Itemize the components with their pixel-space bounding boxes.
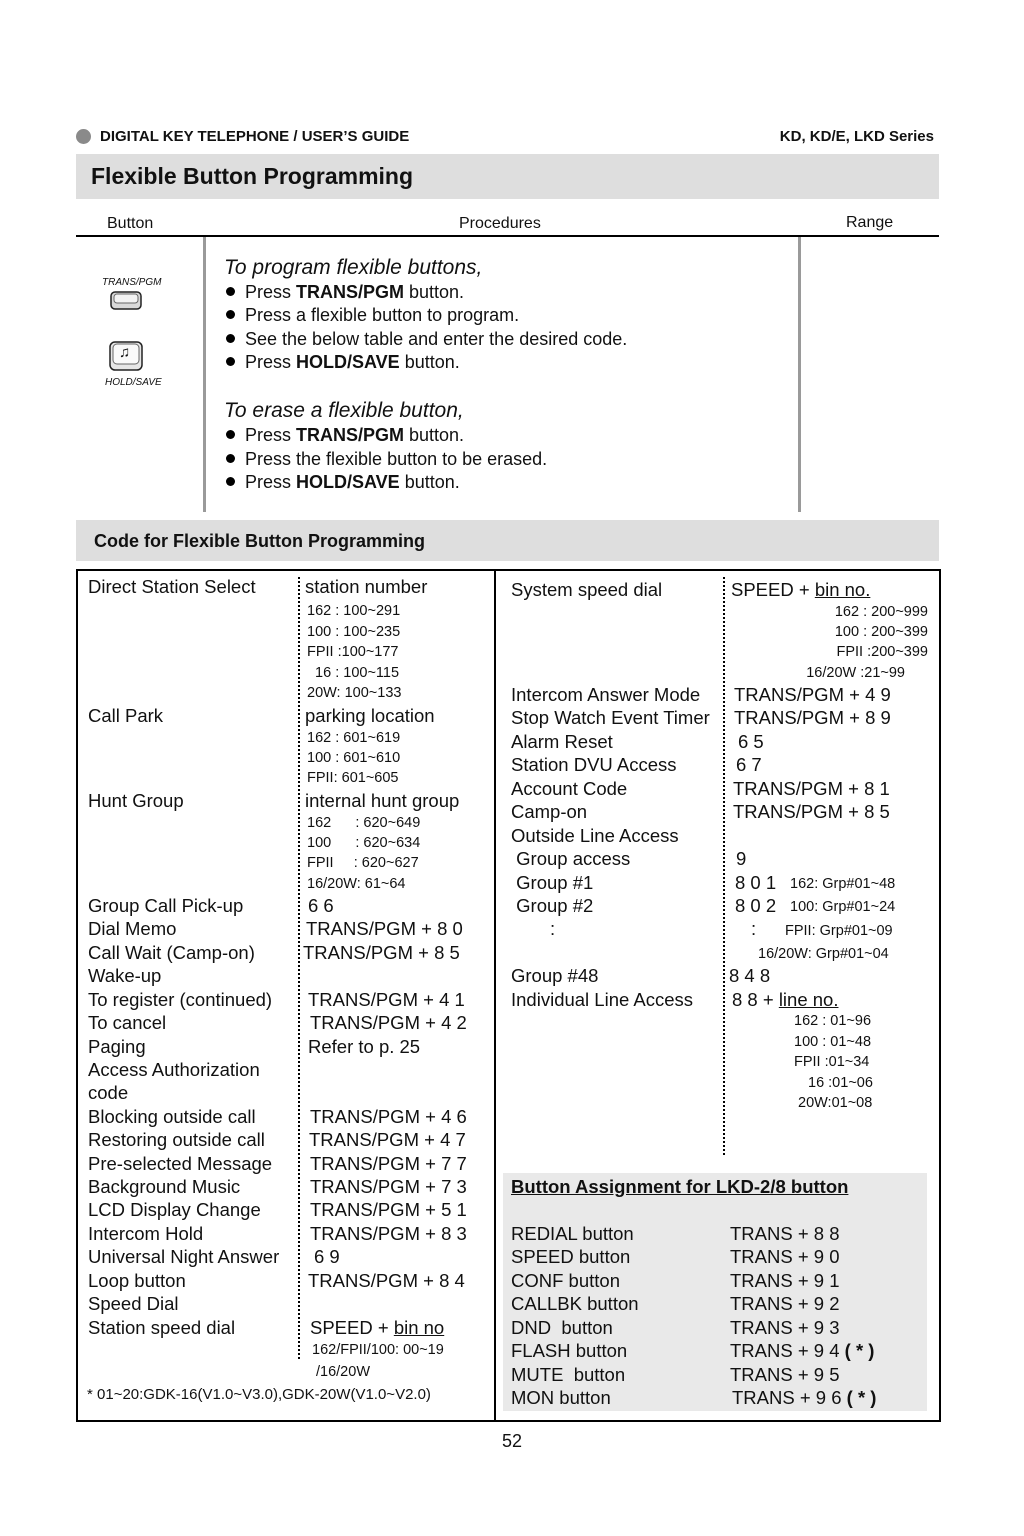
- page-title: Flexible Button Programming: [91, 163, 414, 189]
- code-call-wait: TRANS/PGM + 8 5: [303, 942, 460, 963]
- assign-code-mute: TRANS + 9 5: [730, 1364, 840, 1385]
- label-code: code: [88, 1082, 129, 1103]
- label-call-wait: Call Wait (Camp-on): [88, 942, 255, 963]
- label-preselected-message: Pre-selected Message: [88, 1153, 273, 1174]
- label-dial-memo: Dial Memo: [88, 918, 177, 939]
- individual-range-20w: 20W:01~08: [798, 1095, 873, 1111]
- code-parking-location: parking location: [305, 705, 435, 726]
- column-head-button: Button: [107, 215, 154, 232]
- music-note-icon: ♫: [119, 344, 131, 361]
- code-group-access: 9: [736, 848, 747, 869]
- assign-code-redial: TRANS + 8 8: [730, 1223, 840, 1244]
- erase-procedure-title: To erase a flexible button,: [224, 399, 464, 422]
- assign-label-mute: MUTE button: [511, 1364, 626, 1385]
- dss-range-162: 162 : 100~291: [307, 603, 401, 619]
- code-station-speed-dial: SPEED + bin no: [310, 1317, 445, 1338]
- assign-code-conf: TRANS + 9 1: [730, 1270, 840, 1291]
- bullet-icon: [226, 334, 235, 343]
- code-alarm-reset: 6 5: [738, 731, 764, 752]
- individual-range-16: 16 :01~06: [808, 1075, 873, 1091]
- code-restoring: TRANS/PGM + 4 7: [309, 1129, 466, 1150]
- code-group-1: 8 0 1: [735, 872, 777, 893]
- bullet-icon: [226, 310, 235, 319]
- label-intercom-answer-mode: Intercom Answer Mode: [511, 684, 701, 705]
- label-restoring-outside-call: Restoring outside call: [88, 1129, 265, 1150]
- code-to-cancel: TRANS/PGM + 4 2: [310, 1012, 467, 1033]
- label-account-code: Account Code: [511, 778, 628, 799]
- code-loop-button: TRANS/PGM + 8 4: [308, 1270, 465, 1291]
- assign-label-speed: SPEED button: [511, 1246, 631, 1267]
- code-blocking: TRANS/PGM + 4 6: [310, 1106, 467, 1127]
- code-section-title: Code for Flexible Button Programming: [94, 531, 426, 551]
- assign-code-mon: TRANS + 9 6 ( * ): [732, 1387, 877, 1408]
- column-divider-left: [203, 237, 206, 512]
- sys-speed-range-1620w: 16/20W :21~99: [806, 665, 905, 681]
- label-universal-night-answer: Universal Night Answer: [88, 1246, 280, 1267]
- code-internal-hunt-group: internal hunt group: [305, 790, 460, 811]
- assign-label-redial: REDIAL button: [511, 1223, 634, 1244]
- label-station-dvu-access: Station DVU Access: [511, 754, 677, 775]
- program-step-3: See the below table and enter the desired code.: [226, 329, 627, 350]
- sys-speed-range-100: 100 : 200~399: [834, 624, 928, 640]
- label-group-access: Group access: [511, 848, 631, 869]
- code-individual-line-access: 8 8 + line no.: [732, 989, 839, 1010]
- assign-label-flash: FLASH button: [511, 1340, 628, 1361]
- code-paging: Refer to p. 25: [308, 1036, 421, 1057]
- assign-label-callbk: CALLBK button: [511, 1293, 639, 1314]
- label-blocking-outside-call: Blocking outside call: [88, 1106, 256, 1127]
- label-outside-line-access: Outside Line Access: [511, 825, 679, 846]
- code-account: TRANS/PGM + 8 1: [733, 778, 890, 799]
- label-call-park: Call Park: [88, 705, 164, 726]
- hold-save-label: HOLD/SAVE: [105, 377, 162, 388]
- program-step-4: Press HOLD/SAVE button.: [226, 352, 460, 373]
- program-step-1: Press TRANS/PGM button.: [226, 282, 464, 303]
- erase-step-1: Press TRANS/PGM button.: [226, 425, 464, 446]
- code-group-2: 8 0 2: [735, 895, 777, 916]
- label-lcd-display-change: LCD Display Change: [88, 1199, 261, 1220]
- bullet-icon: [226, 287, 235, 296]
- hunt-range-162: 162 : 620~649: [307, 815, 421, 831]
- code-preselected: TRANS/PGM + 7 7: [310, 1153, 467, 1174]
- code-station-dvu: 6 7: [736, 754, 762, 775]
- column-head-range: Range: [846, 214, 894, 231]
- assign-code-flash: TRANS + 9 4 ( * ): [730, 1340, 875, 1361]
- label-paging: Paging: [88, 1036, 146, 1057]
- assign-label-conf: CONF button: [511, 1270, 620, 1291]
- dss-range-fpii: FPII :100~177: [307, 644, 399, 660]
- code-intercom-answer-mode: TRANS/PGM + 4 9: [734, 684, 891, 705]
- label-speed-dial: Speed Dial: [88, 1293, 179, 1314]
- group-1-note: 162: Grp#01~48: [790, 876, 896, 892]
- bullet-icon: [226, 430, 235, 439]
- sys-speed-range-162: 162 : 200~999: [834, 604, 928, 620]
- sys-speed-range-fpii: FPII :200~399: [836, 644, 928, 660]
- label-alarm-reset: Alarm Reset: [511, 731, 613, 752]
- code-intercom-hold: TRANS/PGM + 8 3: [310, 1223, 467, 1244]
- label-stop-watch-timer: Stop Watch Event Timer: [511, 707, 710, 728]
- label-camp-on: Camp-on: [511, 801, 588, 822]
- hunt-range-100: 100 : 620~634: [307, 835, 421, 851]
- label-colon: :: [550, 918, 556, 939]
- trans-pgm-label: TRANS/PGM: [102, 277, 162, 288]
- code-colon: :: [751, 918, 757, 939]
- assign-code-speed: TRANS + 9 0: [730, 1246, 840, 1267]
- label-intercom-hold: Intercom Hold: [88, 1223, 204, 1244]
- button-assignment-title: Button Assignment for LKD-2/8 button: [511, 1176, 849, 1197]
- label-to-cancel: To cancel: [88, 1012, 167, 1033]
- code-bgm: TRANS/PGM + 7 3: [310, 1176, 467, 1197]
- trans-pgm-button-icon: [110, 289, 142, 311]
- hunt-range-1620w: 16/20W: 61~64: [307, 876, 406, 892]
- label-loop-button: Loop button: [88, 1270, 186, 1291]
- code-group-48: 8 4 8: [729, 965, 771, 986]
- section-title-bar: [76, 154, 939, 199]
- code-stop-watch-timer: TRANS/PGM + 8 9: [734, 707, 891, 728]
- column-divider-right: [798, 237, 801, 512]
- station-speed-range-1: 162/FPII/100: 00~19: [312, 1342, 444, 1358]
- code-to-register: TRANS/PGM + 4 1: [308, 989, 465, 1010]
- assign-code-callbk: TRANS + 9 2: [730, 1293, 840, 1314]
- assign-label-mon: MON button: [511, 1387, 611, 1408]
- station-speed-range-2: /16/20W: [316, 1364, 370, 1380]
- footnote: * 01~20:GDK-16(V1.0~V3.0),GDK-20W(V1.0~V2.0): [87, 1386, 431, 1403]
- park-range-fpii: FPII: 601~605: [307, 770, 399, 786]
- header-bullet-icon: [76, 129, 91, 144]
- code-group-call-pickup: 6 6: [308, 895, 334, 916]
- code-camp-on: TRANS/PGM + 8 5: [733, 801, 890, 822]
- label-hunt-group: Hunt Group: [88, 790, 184, 811]
- code-dial-memo: TRANS/PGM + 8 0: [306, 918, 463, 939]
- erase-step-2: Press the flexible button to be erased.: [226, 449, 547, 470]
- assign-code-dnd: TRANS + 9 3: [730, 1317, 840, 1338]
- program-step-2: Press a flexible button to program.: [226, 305, 519, 326]
- 1620w-group-note: 16/20W: Grp#01~04: [758, 946, 889, 962]
- label-individual-line-access: Individual Line Access: [511, 989, 694, 1010]
- label-group-2: Group #2: [511, 895, 594, 916]
- header-series: KD, KD/E, LKD Series: [779, 128, 934, 145]
- code-station-number: station number: [305, 576, 428, 597]
- group-2-note: 100: Grp#01~24: [790, 899, 896, 915]
- code-table-divider: [494, 571, 496, 1420]
- hunt-range-fpii: FPII : 620~627: [307, 855, 419, 871]
- page-number: 52: [501, 1431, 523, 1451]
- dss-range-16: 16 : 100~115: [307, 665, 400, 681]
- individual-range-fpii: FPII :01~34: [794, 1054, 870, 1070]
- column-head-procedures: Procedures: [459, 215, 541, 232]
- left-dotted-separator: [298, 577, 300, 1359]
- code-lcd: TRANS/PGM + 5 1: [310, 1199, 467, 1220]
- label-direct-station-select: Direct Station Select: [88, 576, 256, 597]
- label-group-1: Group #1: [511, 872, 594, 893]
- header-guide-title: DIGITAL KEY TELEPHONE / USER’S GUIDE: [100, 128, 410, 145]
- park-range-162: 162 : 601~619: [307, 730, 401, 746]
- bullet-icon: [226, 357, 235, 366]
- label-group-48: Group #48: [511, 965, 599, 986]
- label-wake-up: Wake-up: [88, 965, 162, 986]
- label-access-authorization: Access Authorization: [88, 1059, 260, 1080]
- code-section-bar: [76, 520, 939, 561]
- label-to-register: To register (continued): [88, 989, 273, 1010]
- label-background-music: Background Music: [88, 1176, 241, 1197]
- erase-step-3: Press HOLD/SAVE button.: [226, 472, 460, 493]
- label-station-speed-dial: Station speed dial: [88, 1317, 236, 1338]
- park-range-100: 100 : 601~610: [307, 750, 401, 766]
- code-system-speed-dial: SPEED + bin no.: [731, 579, 871, 600]
- individual-range-100: 100 : 01~48: [794, 1034, 872, 1050]
- label-group-call-pickup: Group Call Pick-up: [88, 895, 244, 916]
- assign-label-dnd: DND button: [511, 1317, 613, 1338]
- label-system-speed-dial: System speed dial: [511, 579, 663, 600]
- program-procedure-title: To program flexible buttons,: [224, 256, 483, 279]
- dss-range-20w: 20W: 100~133: [307, 685, 402, 701]
- fpii-group-note: FPII: Grp#01~09: [785, 923, 893, 939]
- bullet-icon: [226, 477, 235, 486]
- dss-range-100: 100 : 100~235: [307, 624, 401, 640]
- code-night-answer: 6 9: [314, 1246, 340, 1267]
- right-dotted-separator: [723, 577, 725, 1155]
- individual-range-162: 162 : 01~96: [794, 1013, 872, 1029]
- bullet-icon: [226, 454, 235, 463]
